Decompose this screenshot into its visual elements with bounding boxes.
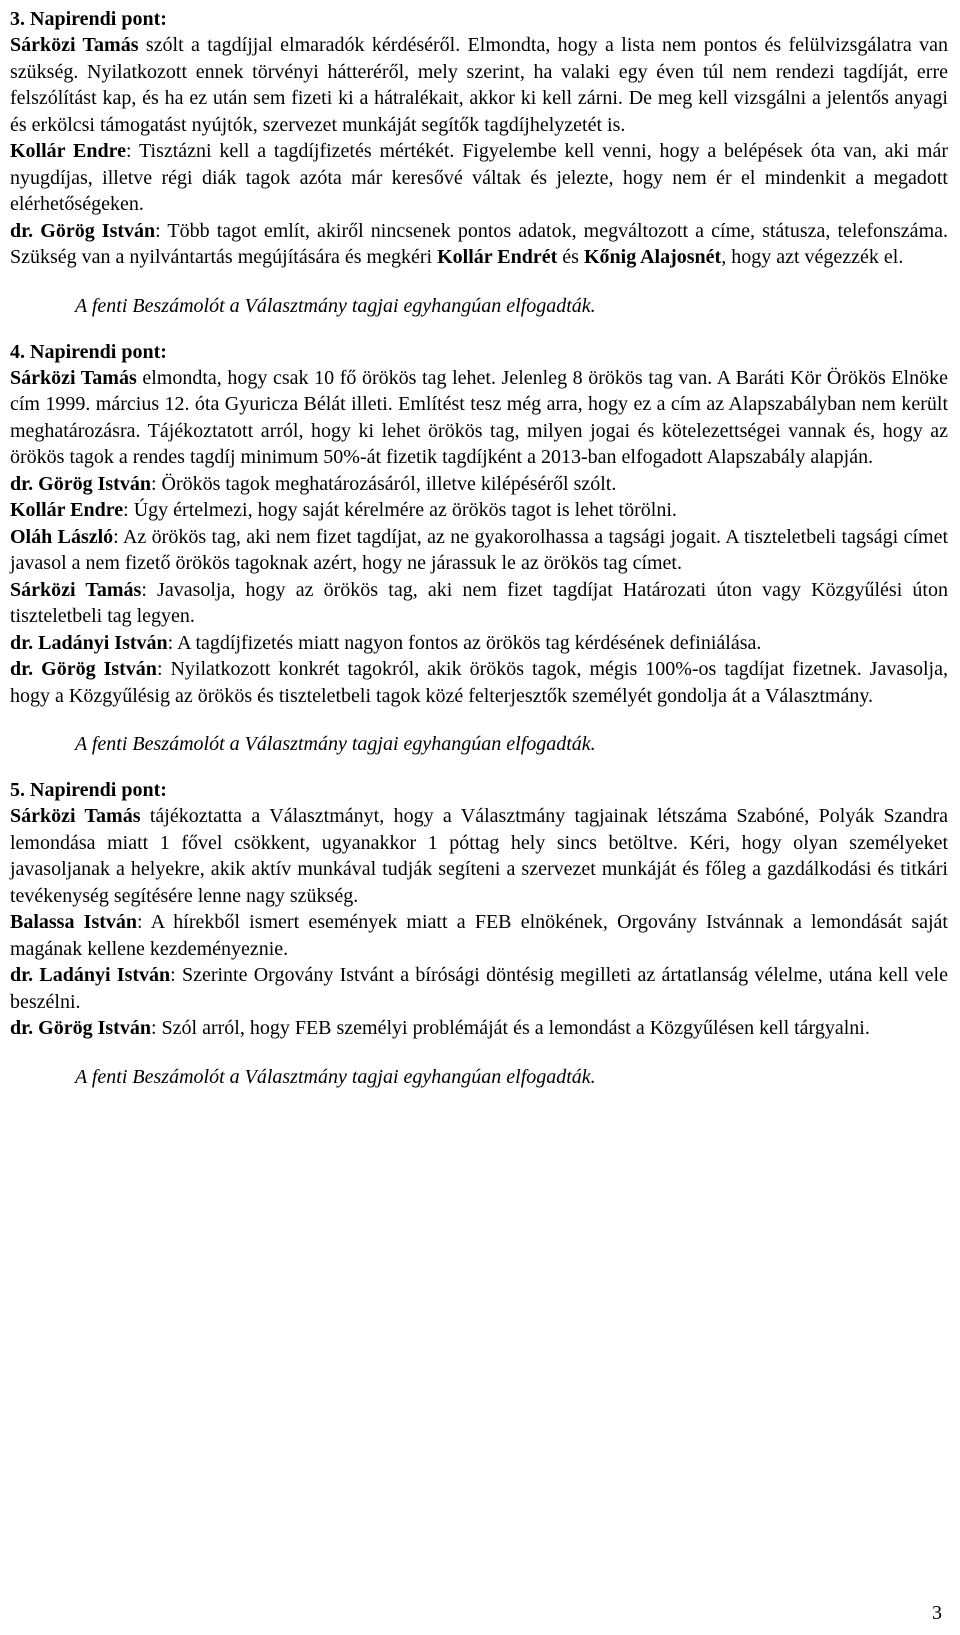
speaker-name: Sárközi Tamás [10, 366, 137, 389]
speaker-name: Kollár Endre [10, 140, 126, 162]
paragraph [10, 471, 948, 498]
paragraph-text: elmondta, hogy csak 10 fő örökös tag lehet. Jelenleg 8 örökös tag van. A Baráti Kör Örökös Elnöke cím 1999. március 12. óta Gyuricza Bélát illeti. Említést tesz még arra, hogy ez a cím az Alapszabályban nem került meghatározásra. Tájékoztatott arról, hogy ki lehet örökös tag, milyen jogai és kötelezettségei vannak és, hogy az örökös tagok a rendes tagdíj minimum 50%-át fizetik tagdíjként a 2013-ban elfogadott Alapszabály alapján. [10, 366, 948, 468]
paragraph [10, 365, 948, 471]
paragraph-text: : Örökös tagok meghatározásáról, illetve kilépéséről szólt. [150, 472, 617, 495]
document-page [10, 6, 948, 1090]
paragraph-text: : A hírekből ismert események miatt a FEB elnökének, Orgovány Istvánnak a lemondását saját magának kellene kezdeményeznie. [10, 911, 948, 960]
paragraph-text: : Az örökös tag, aki nem fizet tagdíjat, az ne gyakorolhassa a tagsági jogait. A tiszteletbeli tagsági címet javasol a nem fizető örökös tagoknak azért, hogy ne járassuk le az örökös tag címet. [10, 525, 948, 574]
paragraph [10, 524, 948, 577]
paragraph-text: : Szerinte Orgovány Istvánt a bírósági döntésig megilleti az ártatlanság vélelme, utána kell vele beszélni. [10, 964, 948, 1013]
section-heading: 3. Napirendi pont: [10, 8, 167, 30]
paragraph [10, 138, 948, 218]
section-heading: 5. Napirendi pont: [10, 779, 167, 801]
paragraph-text: és [557, 246, 584, 268]
speaker-name: dr. Görög István [10, 219, 156, 242]
paragraph-text: : Tisztázni kell a tagdíjfizetés mértékét. Figyelembe kell venni, hogy a belépések óta van, aki már nyugdíjas, illetve régi diák tagok azóta már keresővé váltak és jelezte, hogy nem ér el mindenkit a megadott elérhetőségeken. [10, 140, 948, 215]
paragraph [10, 962, 948, 1015]
paragraph [10, 218, 948, 271]
agenda-section-3 [10, 6, 948, 339]
speaker-name: Sárközi Tamás [10, 805, 141, 827]
paragraph [10, 656, 948, 709]
paragraph [10, 909, 948, 962]
paragraph [10, 630, 948, 657]
person-name: Kollár Endrét [437, 246, 558, 268]
speaker-name: dr. Görög István [10, 658, 157, 680]
person-name: Kőnig Alajosnét [583, 246, 722, 268]
speaker-name: dr. Görög István [10, 472, 151, 495]
paragraph-text: : Szól arról, hogy FEB személyi problémáját és a lemondást a Közgyűlésen kell tárgyalni. [150, 1017, 870, 1039]
paragraph-text: : Nyilatkozott konkrét tagokról, akik örökös tagok, mégis 100%-os tagdíjat fizetnek. Javasolja, hogy a Közgyűlésig az örökös és tiszteletbeli tagok közé felterjesztők személyét gondolja át a Választmány. [10, 658, 948, 707]
paragraph-text: : A tagdíjfizetés miatt nagyon fontos az örökös tag kérdésének definiálása. [167, 631, 762, 654]
agenda-section-5 [10, 777, 948, 1090]
paragraph [10, 497, 948, 524]
page-number: 3 [932, 1602, 942, 1624]
resolution-text: A fenti Beszámolót a Választmány tagjai egyhangúan elfogadták. [75, 1065, 596, 1088]
paragraph-text: : Úgy értelmezi, hogy saját kérelmére az örökös tagot is lehet törölni. [123, 499, 677, 521]
agenda-section-4 [10, 339, 948, 778]
resolution-text: A fenti Beszámolót a Választmány tagjai egyhangúan elfogadták. [75, 733, 596, 755]
paragraph-text: : Javasolja, hogy az örökös tag, aki nem fizet tagdíjat Határozati úton vagy Közgyűlési úton tiszteletbeli tag legyen. [10, 578, 948, 627]
paragraph [10, 803, 948, 909]
paragraph [10, 1015, 948, 1042]
paragraph [10, 577, 948, 630]
speaker-name: Sárközi Tamás [10, 34, 139, 56]
paragraph-text: szólt a tagdíjjal elmaradók kérdéséről. Elmondta, hogy a lista nem pontos és felülvizsgálatra van szükség. Nyilatkozott ennek törvényi hátteréről, mely szerint, ha valaki egy éven túl nem rendezi tagdíját, erre felszólítást kap, és ha ez után sem fizeti ki a hátralékait, akkor ki kell zárni. De meg kell vizsgálni a jelentős anyagi és erkölcsi támogatást nyújtók, szervezet munkáját segítők tagdíjhelyzetét is. [10, 34, 948, 136]
speaker-name: dr. Görög István [10, 1017, 151, 1039]
speaker-name: Kollár Endre [10, 499, 124, 521]
section-heading: 4. Napirendi pont: [10, 340, 167, 363]
speaker-name: dr. Ladányi István [10, 631, 168, 654]
speaker-name: Sárközi Tamás [10, 578, 142, 601]
resolution-text: A fenti Beszámolót a Választmány tagjai egyhangúan elfogadták. [75, 294, 596, 317]
speaker-name: Balassa István [10, 911, 138, 933]
speaker-name: dr. Ladányi István [10, 964, 171, 986]
paragraph-text: : Több tagot említ, akiről nincsenek pontos adatok, megváltozott a címe, státusza, telefonszáma. Szükség van a nyilvántartás megújítására és megkéri [10, 219, 948, 268]
paragraph [10, 32, 948, 138]
paragraph-text: , hogy azt végezzék el. [721, 246, 904, 268]
speaker-name: Oláh László [10, 525, 114, 548]
paragraph-text: tájékoztatta a Választmányt, hogy a Választmány tagjainak létszáma Szabóné, Polyák Szandra lemondása miatt 1 fővel csökkent, ugyanakkor 1 póttag hely sincs betöltve. Kéri, hogy olyan személyeket javasoljanak a helyekre, akik aktív munkával tudják segíteni a szervezet munkáját és főleg a gazdálkodási és titkári tevékenység segítésére lenne nagy szükség. [10, 805, 948, 907]
